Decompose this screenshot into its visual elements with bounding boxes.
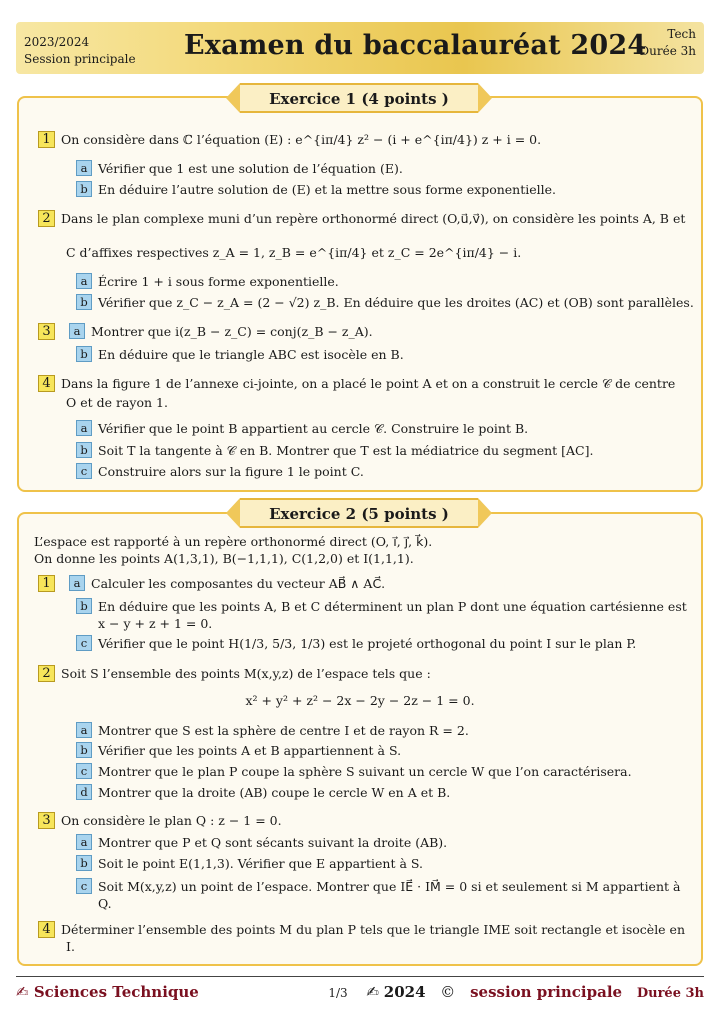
duration-label: Durée 3h <box>639 44 696 58</box>
ex1-q1-a <box>76 160 403 177</box>
ex2-q2-d <box>76 784 450 801</box>
sub-question-text: Construire alors sur la figure 1 le point C. <box>98 464 364 479</box>
exercise-2-title: Exercice 2 (5 points ) <box>240 498 478 528</box>
footer-duration: Durée 3h <box>636 986 704 1001</box>
ex1-q4-c <box>76 463 364 480</box>
question-number: 3 <box>38 812 55 829</box>
sub-label: a <box>76 722 92 738</box>
sub-question-text: Vérifier que le point B appartient au cercle 𝒞. Construire le point B. <box>98 421 529 436</box>
sub-question-text: Soit le point E(1,1,3). Vérifier que E appartient à S. <box>98 856 423 871</box>
sub-question-text: En déduire que le triangle ABC est isocèle en B. <box>98 347 404 362</box>
sub-label: b <box>76 346 92 362</box>
ex1-q4-a <box>76 420 528 437</box>
sub-label: a <box>76 420 92 436</box>
footer <box>16 983 704 1005</box>
ex2-q2 <box>38 665 431 682</box>
ex1-q4-cont: O et de rayon 1. <box>66 395 168 410</box>
sub-question-text: En déduire que les points A, B et C déterminent un plan P dont une équation cartésienne est <box>98 599 687 614</box>
ex1-q4 <box>38 375 675 392</box>
sub-question-text: Vérifier que le point H(1/3, 5/3, 1/3) est le projeté orthogonal du point I sur le plan P. <box>98 636 637 651</box>
sub-label: c <box>76 878 92 894</box>
footer-section: Sciences Technique <box>33 983 199 1001</box>
writing-hand-icon: ✍ <box>16 983 29 1001</box>
ex1-q4-b <box>76 442 593 459</box>
sub-question-text: Vérifier que z_C − z_A = (2 − √2) z_B. En déduire que les droites (AC) et (OB) sont parallèles. <box>98 295 694 310</box>
ex1-q2-a <box>76 273 339 290</box>
ex1-q1 <box>38 131 541 148</box>
sub-label: a <box>76 273 92 289</box>
question-number: 4 <box>38 921 55 938</box>
sub-label: d <box>76 784 92 800</box>
sub-question-text: Écrire 1 + i sous forme exponentielle. <box>98 274 339 289</box>
sub-question-text: Vérifier que les points A et B appartiennent à S. <box>98 743 402 758</box>
question-text: On considère le plan Q : z − 1 = 0. <box>61 813 282 828</box>
copyright-icon: © <box>440 983 456 1001</box>
ex1-q1-b <box>76 181 556 198</box>
ex2-intro-1: L’espace est rapporté à un repère orthonormé direct (O, i⃗, j⃗, k⃗). <box>34 534 433 549</box>
question-text: Dans le plan complexe muni d’un repère orthonormé direct (O,u⃗,v⃗), on considère les points A, B et <box>61 211 686 226</box>
sub-question-text: Soit T la tangente à 𝒞 en B. Montrer que T est la médiatrice du segment [AC]. <box>98 443 594 458</box>
session-label: Session principale <box>24 52 136 66</box>
sub-label: b <box>76 442 92 458</box>
sub-label: b <box>76 181 92 197</box>
ex2-q3-c-cont: Q. <box>98 896 112 911</box>
question-number: 1 <box>38 575 55 592</box>
writing-hand-icon: ✍ <box>366 983 379 1001</box>
ex1-q2 <box>38 210 685 227</box>
question-number: 2 <box>38 665 55 682</box>
ex2-q2-c <box>76 763 632 780</box>
ex2-q4-cont: I. <box>66 939 75 954</box>
sub-question-text: Montrer que la droite (AB) coupe le cercle W en A et B. <box>98 785 451 800</box>
ex1-q3 <box>38 323 373 340</box>
sub-label: b <box>76 294 92 310</box>
footer-right <box>328 983 704 1001</box>
sphere-equation: x² + y² + z² − 2x − 2y − 2z − 1 = 0. <box>245 693 475 708</box>
header-right <box>640 26 696 60</box>
question-text: Dans la figure 1 de l’annexe ci-jointe, on a placé le point A et on a construit le cercle 𝒞 de centre <box>61 376 676 391</box>
sub-label: b <box>76 598 92 614</box>
ex2-q2-b <box>76 742 401 759</box>
header-left <box>24 34 136 68</box>
header-banner <box>16 22 704 74</box>
ex2-q1-b-cont: x − y + z + 1 = 0. <box>98 616 213 631</box>
question-number: 3 <box>38 323 55 340</box>
page-number: 1/3 <box>328 986 348 1000</box>
question-number: 1 <box>38 131 55 148</box>
ex2-q3 <box>38 812 282 829</box>
footer-left <box>16 983 199 1001</box>
sub-label: c <box>76 463 92 479</box>
sub-label: b <box>76 855 92 871</box>
sub-question-text: Montrer que P et Q sont sécants suivant la droite (AB). <box>98 835 448 850</box>
school-year: 2023/2024 <box>24 35 90 49</box>
question-number: 4 <box>38 375 55 392</box>
sub-question-text: Montrer que i(z_B − z_C) = conj(z_B − z_A). <box>91 324 373 339</box>
sub-label: b <box>76 742 92 758</box>
question-number: 2 <box>38 210 55 227</box>
sub-question-text: Montrer que S est la sphère de centre I et de rayon R = 2. <box>98 723 469 738</box>
ex2-q3-a <box>76 834 447 851</box>
question-text: Soit S l’ensemble des points M(x,y,z) de l’espace tels que : <box>61 666 431 681</box>
sub-label: a <box>69 323 85 339</box>
exercise-1-title: Exercice 1 (4 points ) <box>240 83 478 113</box>
sub-question-text: Vérifier que 1 est une solution de l’équation (E). <box>98 161 403 176</box>
ex1-q2-b <box>76 294 694 311</box>
section-label: Tech <box>667 27 696 41</box>
ex1-q3-b <box>76 346 404 363</box>
sub-label: a <box>76 160 92 176</box>
page-title: Examen du baccalauréat 2024 <box>184 30 647 61</box>
question-text: On considère dans ℂ l’équation (E) : e^{iπ/4} z² − (i + e^{iπ/4}) z + i = 0. <box>61 132 542 147</box>
ex2-q3-c <box>76 878 680 895</box>
ex2-q1-b <box>76 598 687 615</box>
sub-question-text: Soit M(x,y,z) un point de l’espace. Montrer que IE⃗ · IM⃗ = 0 si et seulement si M appartient à <box>98 879 681 894</box>
footer-session: session principale <box>470 983 623 1001</box>
ex2-q4 <box>38 921 685 938</box>
sub-label: a <box>69 575 85 591</box>
sub-question-text: En déduire l’autre solution de (E) et la mettre sous forme exponentielle. <box>98 182 557 197</box>
sub-question-text: Montrer que le plan P coupe la sphère S suivant un cercle W que l’on caractérisera. <box>98 764 632 779</box>
question-text: Déterminer l’ensemble des points M du plan P tels que le triangle IME soit rectangle et isocèle en <box>61 922 686 937</box>
ex2-q1-c <box>76 635 636 652</box>
ex2-q2-a <box>76 722 469 739</box>
ex2-q3-b <box>76 855 423 872</box>
ex2-intro-2: On donne les points A(1,3,1), B(−1,1,1), C(1,2,0) et I(1,1,1). <box>34 551 414 566</box>
footer-year: 2024 <box>383 983 426 1001</box>
ex1-q2-cont: C d’affixes respectives z_A = 1, z_B = e^{iπ/4} et z_C = 2e^{iπ/4} − i. <box>66 245 522 260</box>
sub-label: c <box>76 763 92 779</box>
sub-question-text: Calculer les composantes du vecteur AB⃗ ∧ AC⃗. <box>91 576 386 591</box>
ex2-q1 <box>38 575 385 592</box>
sub-label: c <box>76 635 92 651</box>
sub-label: a <box>76 834 92 850</box>
footer-divider <box>16 976 704 977</box>
